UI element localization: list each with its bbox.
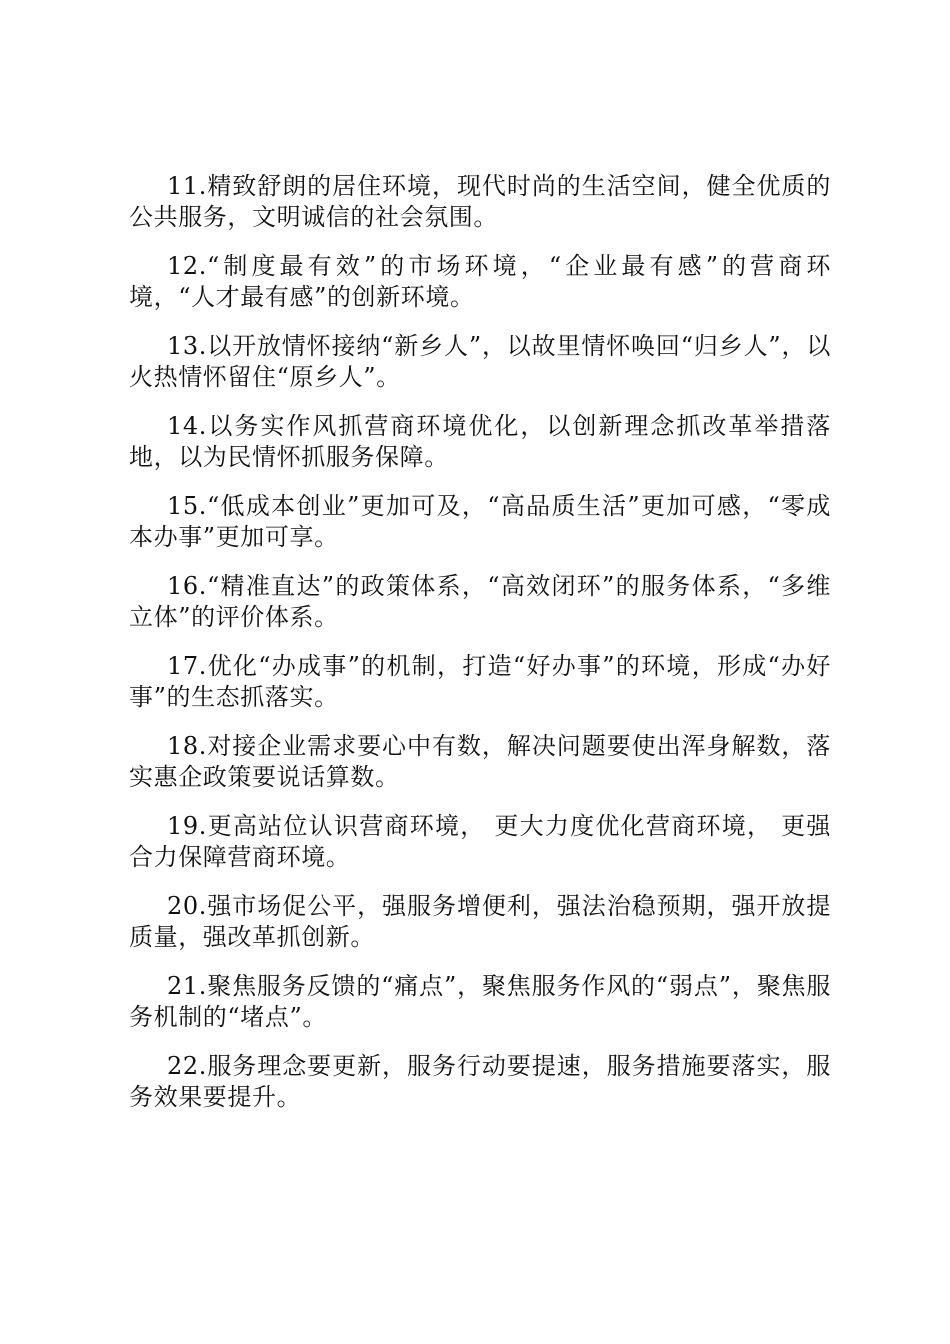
paragraph-11: 11.精致舒朗的居住环境，现代时尚的生活空间，健全优质的公共服务，文明诚信的社会氛围。 [129,172,831,231]
document-page [129,171,831,1131]
paragraph-22: 22.服务理念要更新，服务行动要提速，服务措施要落实，服务效果要提升。 [129,1052,831,1111]
paragraph-17: 17.优化“办成事”的机制，打造“好办事”的环境，形成“办好事”的生态抓落实。 [129,652,831,711]
paragraph-13: 13.以开放情怀接纳“新乡人”，以故里情怀唤回“归乡人”，以火热情怀留住“原乡人”。 [129,332,831,391]
paragraph-15: 15.“低成本创业”更加可及，“高品质生活”更加可感，“零成本办事”更加可享。 [129,492,831,551]
paragraph-20: 20.强市场促公平，强服务增便利，强法治稳预期，强开放提质量，强改革抓创新。 [129,892,831,951]
paragraph-14: 14.以务实作风抓营商环境优化，以创新理念抓改革举措落地，以为民情怀抓服务保障。 [129,412,831,471]
paragraph-18: 18.对接企业需求要心中有数，解决问题要使出浑身解数，落实惠企政策要说话算数。 [129,732,831,791]
paragraph-21: 21.聚焦服务反馈的“痛点”，聚焦服务作风的“弱点”，聚焦服务机制的“堵点”。 [129,972,831,1031]
paragraph-16: 16.“精准直达”的政策体系，“高效闭环”的服务体系，“多维立体”的评价体系。 [129,572,831,631]
paragraph-19: 19.更高站位认识营商环境， 更大力度优化营商环境， 更强合力保障营商环境。 [129,812,831,871]
paragraph-12: 12.“制度最有效”的市场环境，“企业最有感”的营商环境，“人才最有感”的创新环境。 [129,252,831,311]
